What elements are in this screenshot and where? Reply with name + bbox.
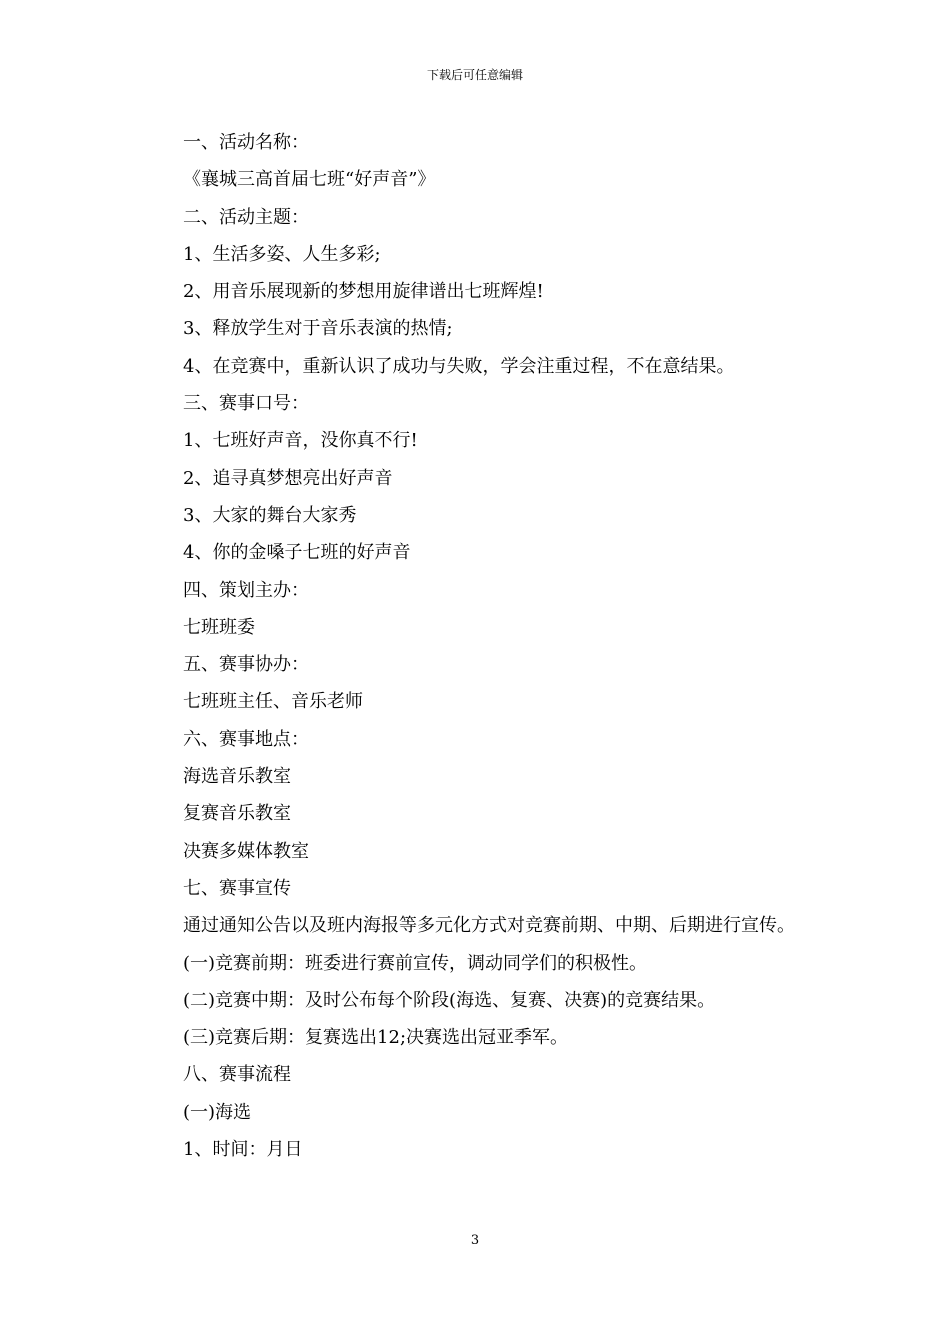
activity-name-text: 《襄城三高首届七班“好声音”》 [183,169,436,191]
venue-item-1: 海选音乐教室 [183,766,291,788]
co-organizer-text: 七班班主任、音乐老师 [183,691,363,713]
slogan-item-1: 1、七班好声音，没你真不行! [183,430,418,452]
theme-item-4: 4、在竞赛中，重新认识了成功与失败，学会注重过程，不在意结果。 [183,355,735,377]
publicity-item-3: (三)竞赛后期：复赛选出12;决赛选出冠亚季军。 [183,1027,569,1049]
document-body [147,124,812,1168]
page-header-note: 下载后可任意编辑 [426,68,523,82]
section-heading-activity-name: 一、活动名称： [183,132,309,153]
venue-item-3: 决赛多媒体教室 [183,840,309,862]
section-heading-publicity: 七、赛事宣传 [183,877,291,899]
page-number: 3 [470,1233,480,1248]
process-subheading-audition: (一)海选 [183,1101,252,1123]
publicity-paragraph: 通过通知公告以及班内海报等多元化方式对竞赛前期、中期、后期进行宣传。 [183,915,795,937]
theme-item-1: 1、生活多姿、人生多彩; [183,243,381,265]
theme-item-2: 2、用音乐展现新的梦想用旋律谱出七班辉煌! [183,281,544,303]
slogan-item-4: 4、你的金嗓子七班的好声音 [183,542,411,564]
theme-item-3: 3、释放学生对于音乐表演的热情; [183,318,453,340]
section-heading-activity-theme: 二、活动主题： [183,206,309,228]
slogan-item-3: 3、大家的舞台大家秀 [183,504,357,526]
organizer-text: 七班班委 [183,616,255,638]
section-heading-organizer: 四、策划主办： [183,579,309,601]
publicity-item-2: (二)竞赛中期：及时公布每个阶段(海选、复赛、决赛)的竞赛结果。 [183,989,716,1011]
section-heading-process: 八、赛事流程 [183,1064,291,1086]
section-heading-venue: 六、赛事地点： [183,728,309,750]
publicity-item-1: (一)竞赛前期：班委进行赛前宣传，调动同学们的积极性。 [183,952,648,974]
venue-item-2: 复赛音乐教室 [183,803,291,825]
section-heading-slogan: 三、赛事口号： [183,393,309,415]
audition-time: 1、时间：月日 [183,1139,303,1161]
slogan-item-2: 2、追寻真梦想亮出好声音 [183,467,393,489]
section-heading-co-organizer: 五、赛事协办： [183,654,309,676]
